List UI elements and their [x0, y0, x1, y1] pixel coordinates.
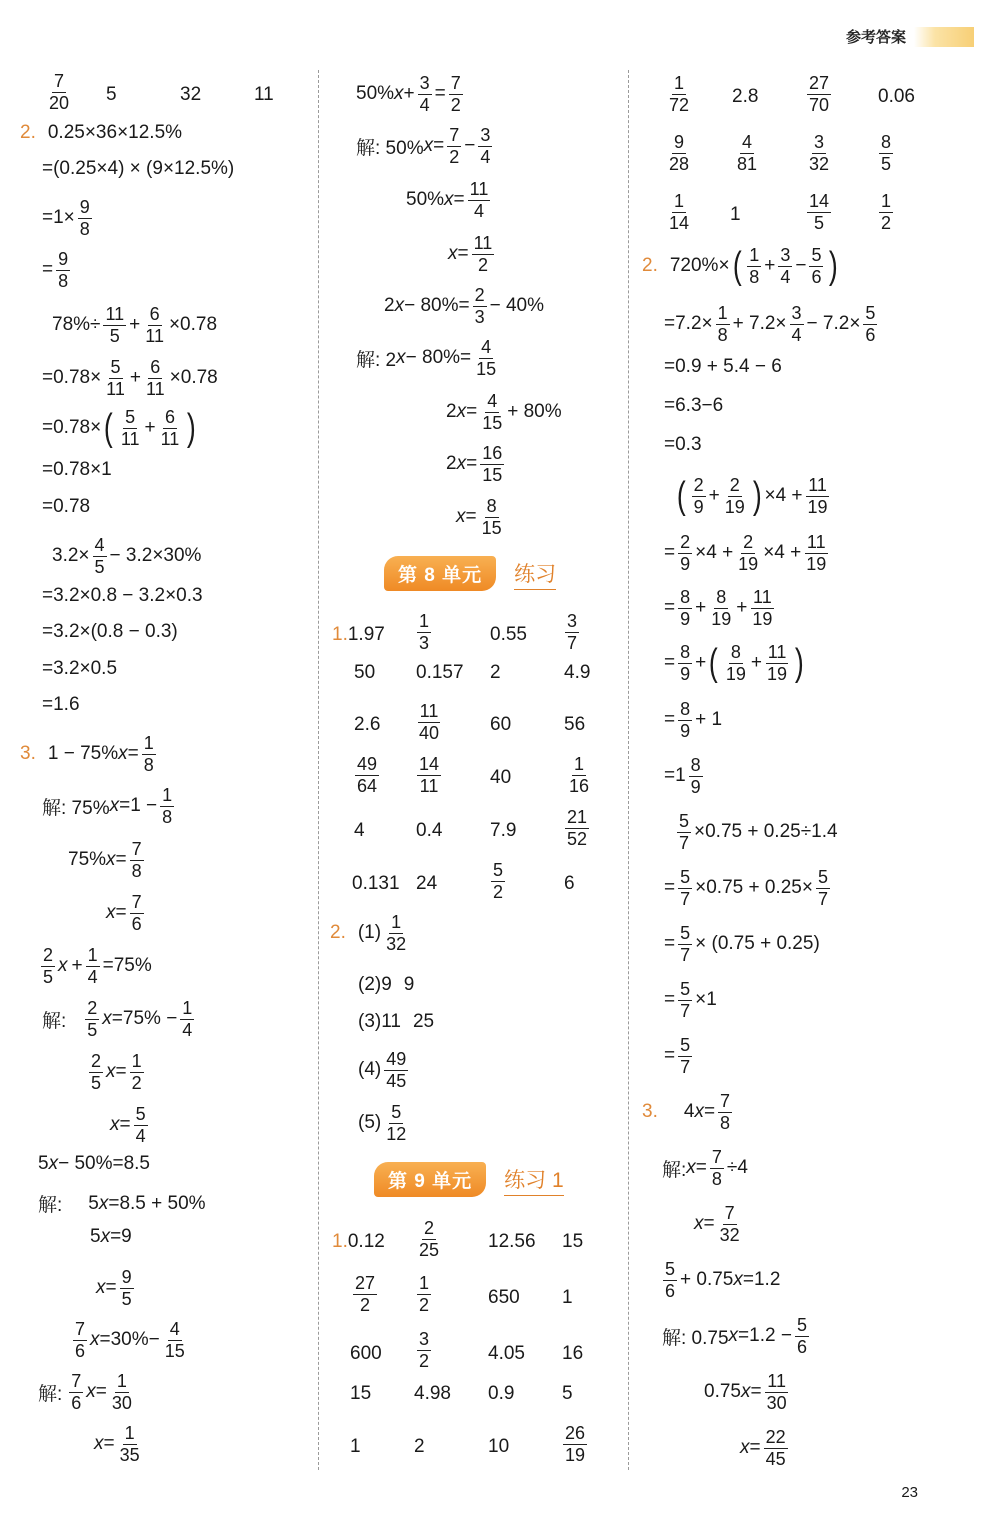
answer-cell: 15 [562, 1231, 584, 1252]
step-line: =1.6 [42, 694, 80, 715]
answer-cell: $\frac{3}{7}$ [567, 611, 578, 653]
step-line: x = $\frac{1}{35}$ [94, 1423, 140, 1465]
answer-cell: 6 [564, 873, 575, 894]
unit-badge: 第 9 单元 [374, 1162, 486, 1197]
step-line: =1× $\frac{9}{8}$ [42, 197, 90, 239]
answer-cell: $\frac{9}{28}$ [669, 132, 690, 174]
answer-cell: 4.98 [414, 1383, 451, 1404]
answer-cell: $\frac{1}{2}$ [881, 191, 892, 233]
step-line: 0.75 x = $\frac{11}{30}$ [704, 1371, 787, 1413]
step-line: =0.78× $\frac{5}{11}$ + $\frac{6}{11}$ ×0.78 [42, 357, 218, 399]
column-divider-2 [628, 70, 629, 1470]
header-title: 参考答案 [845, 29, 906, 46]
answer-cell: 15 [350, 1383, 372, 1404]
step-line: $\frac{2}{5}$ x = $\frac{1}{2}$ [91, 1051, 142, 1093]
answer-cell: $\frac{21}{52}$ [567, 807, 588, 849]
step-line: 解: 75% x =1 − $\frac{1}{8}$ [42, 785, 173, 827]
question-2: 2. 0.25×36×12.5% [20, 122, 183, 143]
answer-cell: 5 [562, 1383, 573, 1404]
step-line: = $\frac{5}{7}$ ×0.75 + 0.25× $\frac{5}{7}$ [664, 867, 828, 909]
question-number: 2. [642, 255, 658, 277]
answer-cell: $\frac{8}{5}$ [881, 132, 892, 174]
answer-cell: $\frac{7}{20}$ [49, 71, 70, 113]
step-line: 解: $\frac{7}{6}$ x = $\frac{1}{30}$ [38, 1371, 132, 1413]
answer-cell: 0.157 [416, 662, 464, 683]
answer-cell: 650 [488, 1287, 520, 1308]
step-line: 3.2× $\frac{4}{5}$ − 3.2×30% [52, 535, 202, 577]
step-line: =6.3−6 [664, 395, 724, 416]
answer-cell: $\frac{4}{81}$ [737, 132, 758, 174]
step-line: x = $\frac{8}{15}$ [456, 496, 502, 538]
unit-badge: 第 8 单元 [384, 556, 496, 591]
question-3: 3. 4 x = $\frac{7}{8}$ [642, 1091, 731, 1133]
question-number: 1. 1.97 [332, 624, 385, 645]
answer-cell: 4 [354, 820, 365, 841]
step-line: x = $\frac{7}{32}$ [694, 1203, 740, 1245]
step-line: 解: 5 x =8.5 + 50% [38, 1192, 206, 1216]
question-number: 1. 0.12 [332, 1231, 385, 1252]
answer-cell: 2 [414, 1436, 425, 1457]
step-line: 50% x + $\frac{3}{4}$ = $\frac{7}{2}$ [356, 73, 461, 115]
answer-cell: 600 [350, 1343, 382, 1364]
step-line: (3)11 25 [358, 1011, 435, 1032]
question-2: 2. 720%× ( $\frac{1}{8}$ + $\frac{3}{4}$ − $\frac{5}{6}$ ) [642, 245, 839, 288]
step-line: =0.3 [664, 434, 702, 455]
answer-cell: 7.9 [490, 820, 517, 841]
question-number: 3. [20, 743, 36, 765]
step-line: =0.78 [42, 496, 91, 517]
answer-cell: 50 [354, 662, 376, 683]
step-line: 78%÷ $\frac{11}{5}$ + $\frac{6}{11}$ ×0.78 [52, 304, 218, 346]
answer-cell: 0.131 [352, 873, 400, 894]
step-line: x = $\frac{5}{4}$ [110, 1104, 146, 1146]
question-number: 2. [20, 122, 36, 143]
question-number: 3. [642, 1101, 658, 1123]
step-line: =3.2×0.8 − 3.2×0.3 [42, 585, 203, 606]
step-line: =(0.25×4) × (9×12.5%) [42, 158, 235, 179]
answer-cell: $\frac{1}{2}$ [419, 1273, 430, 1315]
column-divider-1 [318, 70, 319, 1470]
step-line: (5) $\frac{5}{12}$ [358, 1102, 407, 1144]
answer-cell: 24 [416, 873, 438, 894]
question-2: 2. (1) $\frac{1}{32}$ [330, 912, 407, 954]
step-line: 2 x = $\frac{16}{15}$ [446, 443, 503, 485]
unit-subtitle: 练习 1 [504, 1164, 564, 1196]
answer-cell: $\frac{14}{5}$ [809, 191, 830, 233]
unit-8-heading [384, 556, 556, 591]
answer-cell: 4.9 [564, 662, 591, 683]
answer-cell: 0.4 [416, 820, 443, 841]
step-line: = $\frac{5}{7}$ ×1 [664, 979, 717, 1021]
answer-cell: $\frac{14}{11}$ [419, 754, 440, 796]
unit-9-heading [374, 1162, 564, 1197]
answer-cell: 16 [562, 1343, 584, 1364]
question-number: 2. [330, 922, 346, 944]
answer-cell: 4.05 [488, 1343, 525, 1364]
step-line: 50% x = $\frac{11}{4}$ [406, 179, 489, 221]
step-line: = $\frac{8}{9}$ + ( $\frac{8}{19}$ + $\frac{11}{19}$ ) [664, 642, 804, 685]
answer-cell: 60 [490, 714, 512, 735]
answer-cell: $\frac{1}{3}$ [419, 611, 430, 653]
step-line: 解: 2 x − 80%= $\frac{4}{15}$ [356, 337, 497, 379]
answer-cell: 0.06 [878, 86, 915, 107]
answer-cell: $\frac{11}{40}$ [419, 701, 440, 743]
step-line: = $\frac{8}{9}$ + $\frac{8}{19}$ + $\frac{11}{19}$ [664, 587, 773, 629]
answer-cell: 1 [730, 204, 741, 225]
answer-cell: $\frac{3}{32}$ [809, 132, 830, 174]
step-line: =1 $\frac{8}{9}$ [664, 755, 701, 797]
answer-cell: $\frac{3}{2}$ [419, 1329, 430, 1371]
answer-cell: 40 [490, 767, 512, 788]
answer-cell: 12.56 [488, 1231, 536, 1252]
step-line: 解: $\frac{2}{5}$ x =75% − $\frac{1}{4}$ [42, 998, 193, 1040]
step-line: x = $\frac{11}{2}$ [448, 233, 493, 275]
answer-cell: 1 [350, 1436, 361, 1457]
answer-cell: 0.55 [490, 624, 527, 645]
step-line: =3.2×0.5 [42, 658, 118, 679]
answer-cell: 56 [564, 714, 586, 735]
answer-cell: $\frac{26}{19}$ [565, 1423, 586, 1465]
answer-cell: 11 [254, 84, 274, 105]
step-line: =0.78× ( $\frac{5}{11}$ + $\frac{6}{11}$ ) [42, 407, 197, 450]
step-line: = $\frac{5}{7}$ × (0.75 + 0.25) [664, 923, 820, 965]
answer-cell: 0.9 [488, 1383, 515, 1404]
page-number: 23 [901, 1484, 918, 1501]
answer-cell: $\frac{27}{70}$ [809, 73, 830, 115]
step-line: 5 x − 50%=8.5 [38, 1153, 150, 1174]
step-line: $\frac{5}{7}$ ×0.75 + 0.25÷1.4 [679, 811, 838, 853]
step-line: $\frac{7}{6}$ x =30%− $\frac{4}{15}$ [75, 1319, 185, 1361]
step-line: (4) $\frac{49}{45}$ [358, 1049, 407, 1091]
step-line: x = $\frac{7}{6}$ [106, 892, 142, 934]
step-line: 75% x = $\frac{7}{8}$ [68, 839, 142, 881]
step-line: 解: 50% x = $\frac{7}{2}$ − $\frac{3}{4}$ [356, 125, 491, 167]
step-line: =0.9 + 5.4 − 6 [664, 356, 782, 377]
answer-cell: 2 [490, 662, 501, 683]
answer-cell: 32 [180, 84, 202, 105]
answer-cell: $\frac{1}{14}$ [669, 191, 690, 233]
answer-cell: 2.6 [354, 714, 381, 735]
step-line: x = $\frac{22}{45}$ [740, 1427, 786, 1469]
step-line: 解: x = $\frac{7}{8}$ ÷4 [662, 1147, 748, 1189]
answer-cell: $\frac{27}{2}$ [355, 1273, 376, 1315]
header-decoration [914, 27, 974, 47]
answer-cell: $\frac{5}{2}$ [493, 860, 504, 902]
answer-cell: $\frac{1}{16}$ [569, 754, 590, 796]
answer-cell: 5 [106, 84, 117, 105]
step-line: = $\frac{2}{9}$ ×4 + $\frac{2}{19}$ ×4 + $\frac{11}{19}$ [664, 532, 827, 574]
answer-cell: $\frac{1}{72}$ [669, 73, 690, 115]
step-line: 解: 0.75 x =1.2 − $\frac{5}{6}$ [662, 1315, 807, 1357]
step-line: = $\frac{9}{8}$ [42, 249, 69, 291]
step-line: = $\frac{8}{9}$ + 1 [664, 699, 723, 741]
answer-cell: $\frac{2}{25}$ [419, 1218, 440, 1260]
step-line: 2 x = $\frac{4}{15}$ + 80% [446, 391, 562, 433]
answer-cell: $\frac{49}{64}$ [357, 754, 378, 796]
page-header [846, 26, 974, 47]
step-line: =3.2×(0.8 − 0.3) [42, 621, 178, 642]
step-line: 5 x =9 [90, 1226, 132, 1247]
step-line: =0.78×1 [42, 459, 112, 480]
step-line: $\frac{2}{5}$ x + $\frac{1}{4}$ =75% [43, 945, 152, 987]
step-line: 2 x − 80%= $\frac{2}{3}$ − 40% [384, 285, 544, 327]
answer-cell: 2.8 [732, 86, 759, 107]
step-line: =7.2× $\frac{1}{8}$ + 7.2× $\frac{3}{4}$ − 7.2× $\frac{5}{6}$ [664, 303, 876, 345]
step-line: $\frac{5}{6}$ + 0.75 x =1.2 [665, 1259, 781, 1301]
step-line: (2)9 9 [358, 974, 415, 995]
answer-cell: 1 [562, 1287, 573, 1308]
unit-subtitle: 练习 [514, 558, 556, 590]
step-line: = $\frac{5}{7}$ [664, 1035, 691, 1077]
question-3: 3. 1 − 75% x = $\frac{1}{8}$ [20, 733, 154, 775]
step-line: ( $\frac{2}{9}$ + $\frac{2}{19}$ ) ×4 + $\frac{11}{19}$ [676, 475, 828, 518]
step-line: x = $\frac{9}{5}$ [96, 1267, 132, 1309]
answer-cell: 10 [488, 1436, 510, 1457]
